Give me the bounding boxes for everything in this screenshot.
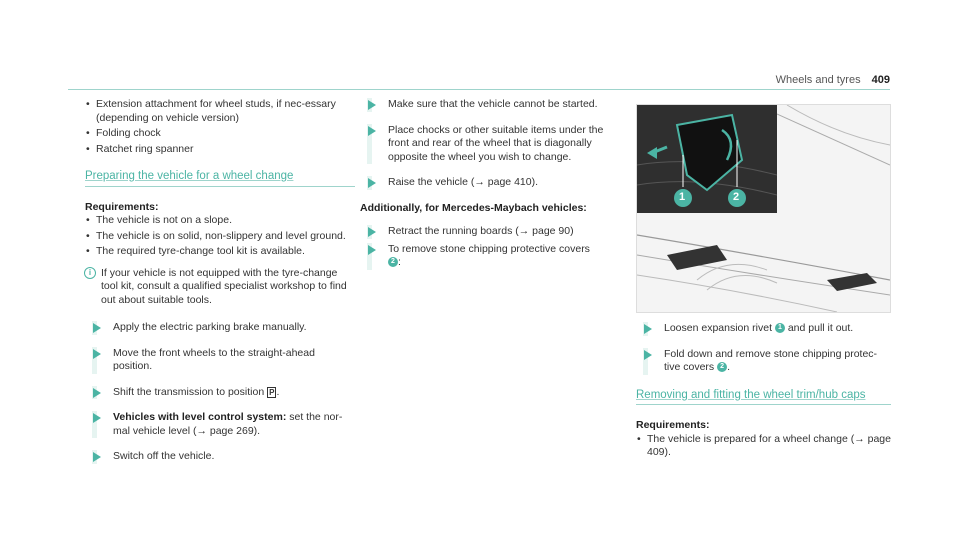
step-arrow-icon — [367, 124, 372, 165]
column-3 — [636, 322, 891, 462]
step-text: and pull it out. — [787, 322, 854, 334]
step — [360, 124, 625, 165]
step-arrow-icon — [643, 348, 648, 375]
requirement-item: • The required tyre-change tool kit is available. — [85, 245, 355, 259]
step-text: Raise the vehicle (→ page 410). — [388, 176, 538, 188]
step-arrow-icon — [92, 347, 97, 374]
step-arrow-icon — [367, 225, 372, 239]
requirements-label: Requirements: — [636, 419, 710, 431]
section-name: Wheels and tyres — [775, 74, 861, 86]
requirement-item: • The vehicle is prepared for a wheel change (→ page 409). — [636, 433, 891, 460]
step-text: Move the front wheels to the straight-ahead position. — [113, 346, 315, 372]
callout-1-label: 1 — [679, 191, 686, 203]
column-2 — [360, 98, 625, 282]
step-text: . — [727, 361, 731, 373]
step-text: Make sure that the vehicle cannot be started. — [388, 98, 598, 110]
step — [360, 243, 625, 270]
step — [360, 225, 625, 239]
step-text: Apply the electric parking brake manually. — [113, 321, 307, 333]
step-arrow-icon — [367, 243, 372, 270]
list-item: • Extension attachment for wheel studs, if nec-essary (depending on vehicle version) — [85, 98, 355, 125]
illustration-svg — [637, 105, 890, 312]
step-arrow-icon — [92, 386, 97, 400]
running-header — [776, 74, 890, 86]
page-number: 409 — [871, 74, 890, 86]
step-arrow-icon — [367, 176, 372, 190]
step — [360, 176, 625, 190]
step-text: Switch off the vehicle. — [113, 450, 215, 462]
maybach-subheading: Additionally, for Mercedes-Maybach vehicles: — [360, 201, 587, 214]
section-title-preparing: Preparing the vehicle for a wheel change — [85, 170, 355, 187]
step — [636, 348, 891, 375]
step-text: To remove stone chipping protective covers — [388, 242, 590, 255]
callout-1-badge: 1 — [775, 323, 785, 333]
note-text: If your vehicle is not equipped with the tyre-change tool kit, consult a qualified specialist workshop to find out about suitable tools. — [101, 266, 347, 306]
step-arrow-icon — [92, 411, 97, 438]
step-arrow-icon — [643, 322, 648, 336]
list-item: • Folding chock — [85, 127, 355, 141]
step-text: Retract the running boards (→ page 90) — [388, 225, 574, 237]
requirement-item: • The vehicle is not on a slope. — [85, 214, 355, 228]
step — [85, 321, 355, 335]
info-note — [85, 267, 355, 308]
step: Shift the transmission to position P . — [85, 386, 355, 400]
step-arrow-icon — [367, 98, 372, 112]
vehicle-underbody-illustration — [636, 104, 891, 313]
column-1 — [85, 98, 355, 476]
list-item: • Ratchet ring spanner — [85, 143, 355, 157]
step-text: Shift the transmission to position — [113, 385, 265, 398]
step — [85, 411, 355, 438]
step-arrow-icon — [92, 450, 97, 464]
header-rule — [68, 89, 890, 90]
step-text: set the nor-mal vehicle level (→ page 269). — [113, 411, 343, 437]
level-control-label: Vehicles with level control system: — [113, 411, 287, 423]
requirements-label: Requirements: — [85, 200, 159, 213]
callout-2-badge: 2 — [388, 257, 398, 267]
section-title-wheel-trim: Removing and fitting the wheel trim/hub caps — [636, 389, 891, 406]
step — [85, 450, 355, 464]
step — [636, 322, 891, 336]
step — [360, 98, 625, 112]
step-text: Place chocks or other suitable items under the front and rear of the wheel that is diagonally opposite the wheel you wish to change. — [388, 123, 604, 163]
info-icon: i — [84, 267, 96, 279]
step-arrow-icon — [92, 321, 97, 335]
park-gear-symbol: P — [269, 387, 275, 397]
callout-2-badge: 2 — [717, 362, 727, 372]
callout-2-label: 2 — [733, 191, 740, 203]
step-text: Loosen expansion rivet — [664, 322, 772, 334]
colon: : — [398, 256, 401, 268]
requirement-item: • The vehicle is on solid, non-slippery and level ground. — [85, 230, 355, 244]
step-text: Fold down and remove stone chipping protec-tive covers — [664, 347, 878, 373]
step — [85, 347, 355, 374]
